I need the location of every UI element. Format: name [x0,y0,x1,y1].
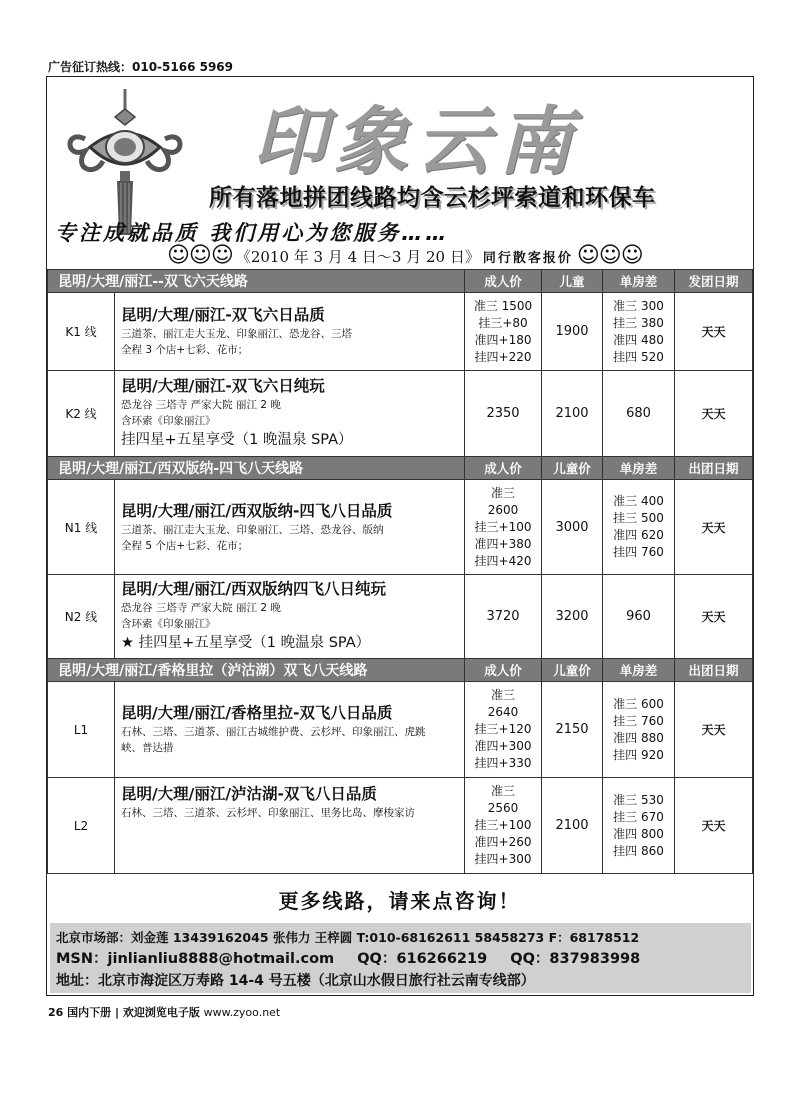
col-header: 成人价 [465,659,542,682]
col-header: 成人价 [465,457,542,480]
col-header: 发团日期 [675,270,753,293]
price-line: 挂三 500 [613,511,664,525]
route-description [115,575,465,659]
route-detail: 三道茶、丽江走大玉龙、印象丽江、恐龙谷、三塔 [121,328,352,340]
price-line: 挂三 670 [613,809,664,824]
price-line: 准四 480 [613,332,664,347]
route-detail: 含环索《印象丽江》 [121,415,216,427]
price-line: 准三 [491,688,516,702]
child-price: 2100 [542,778,603,874]
site-link[interactable]: www.zyoo.net [203,1006,281,1019]
price-line: 挂四+220 [474,349,532,364]
route-detail: 峡、普达措 [121,742,174,754]
price-line: 挂四+330 [474,756,532,770]
route-description [115,682,465,778]
table-row [48,371,753,457]
contact-im [56,948,745,970]
route-name: 昆明/大理/丽江/西双版纳-四飞八日品质 [121,501,393,520]
route-code: N2 线 [48,575,115,659]
route-upgrade: 挂四星+五星享受（1 晚温泉 SPA） [121,432,353,448]
single-supplement [603,480,675,575]
price-line: 挂三+80 [478,315,528,330]
ad-hotline: 广告征订热线：010-5166 5969 [48,60,234,74]
col-header: 儿童价 [542,659,603,682]
child-price: 1900 [542,293,603,371]
route-code: N1 线 [48,480,115,575]
route-detail: 石林、三塔、三道茶、丽江古城维护费、云杉坪、印象丽江、虎跳 [121,726,426,738]
route-detail: 全程 5 个店+七彩、花市； [121,539,249,552]
price-line: 挂四 520 [613,349,664,364]
route-description [115,778,465,874]
route-detail: 含环索《印象丽江》 [121,618,216,630]
child-price: 2100 [542,371,603,457]
child-price: 2150 [542,682,603,778]
route-detail: 三道茶、丽江走大玉龙、印象丽江、三塔、恐龙谷、版纳 [121,523,384,536]
table-row [48,778,753,874]
price-line: 准三 530 [613,792,664,807]
price-line: 挂四 860 [613,843,664,858]
price-line: 挂三+120 [474,722,532,736]
child-price: 3200 [542,575,603,659]
price-line: 2600 [487,502,519,517]
more-routes-banner: 更多线路，请来点咨询！ [278,889,521,913]
price-line: 挂四+420 [474,553,532,568]
price-line: 挂三+100 [474,519,532,534]
price-line: 挂三 380 [613,315,664,330]
section-title: 昆明/大理/丽江/西双版纳-四飞八天线路 [48,457,465,480]
price-line: 准三 300 [613,298,664,313]
adult-price [465,778,542,874]
table-row [48,575,753,659]
smiley-icon: ☺☺☺ [167,243,233,268]
route-name: 昆明/大理/丽江/西双版纳四飞八日纯玩 [121,580,386,598]
price-line: 挂四 920 [613,747,664,762]
col-header: 出团日期 [675,659,753,682]
route-upgrade: ★ 挂四星+五星享受（1 晚温泉 SPA） [121,635,371,651]
single-supplement: 960 [603,575,675,659]
smiley-icon: ☺☺☺ [576,243,643,268]
section-title: 昆明/大理/丽江--双飞六天线路 [48,270,465,293]
adult-price [465,480,542,575]
route-code: L2 [48,778,115,874]
route-name: 昆明/大理/丽江-双飞六日品质 [121,306,325,324]
single-supplement [603,778,675,874]
section-header [48,457,753,480]
price-line: 2640 [487,705,519,719]
routes-table [47,269,753,874]
date-line [167,245,757,267]
price-line: 准三 600 [613,696,664,711]
contact-address: 地址：北京市海淀区万寿路 14-4 号五楼（北京山水假日旅行社云南专线部） [56,973,535,989]
price-line: 准四 800 [613,826,664,841]
col-header: 出团日期 [675,457,753,480]
col-header: 儿童 [542,270,603,293]
route-description [115,371,465,457]
price-line: 挂四 760 [613,545,664,559]
price-line: 准四+180 [474,332,532,347]
route-detail: 全程 3 个店+七彩、花市； [121,344,249,356]
adult-price [465,293,542,371]
single-supplement: 680 [603,371,675,457]
route-description [115,480,465,575]
route-name: 昆明/大理/丽江-双飞六日纯玩 [121,377,325,395]
single-supplement [603,293,675,371]
table-row [48,293,753,371]
price-line: 准四+260 [474,835,532,849]
departure-days: 天天 [675,575,753,659]
route-detail: 恐龙谷 三塔寺 严家大院 丽江 2 晚 [121,399,281,411]
departure-days: 天天 [675,480,753,575]
departure-days: 天天 [675,682,753,778]
section-header [48,270,753,293]
contact-box [50,923,751,993]
adult-price [465,682,542,778]
child-price: 3000 [542,480,603,575]
route-code: K2 线 [48,371,115,457]
route-name: 昆明/大理/丽江/泸沽湖-双飞八日品质 [121,785,377,803]
departure-days: 天天 [675,371,753,457]
col-header: 单房差 [603,659,675,682]
route-detail: 石林、三塔、三道茶、云杉坪、印象丽江、里务比岛、摩梭家访 [121,807,415,819]
contact-qq[interactable]: QQ：837983998 [510,951,641,967]
table-row [48,682,753,778]
col-header: 成人价 [465,270,542,293]
price-line: 准三 400 [613,494,664,508]
price-line: 准四 620 [613,528,664,542]
page-footer [48,1004,280,1020]
price-line: 2560 [487,801,519,815]
price-line: 准三 [491,485,516,500]
price-line: 挂四+300 [474,852,532,866]
route-detail: 恐龙谷 三塔寺 严家大院 丽江 2 晚 [121,602,281,614]
service-motto: 专注成就品质 我们用心为您服务…… [55,221,450,245]
price-line: 准四 880 [613,730,664,745]
departure-days: 天天 [675,293,753,371]
col-header: 单房差 [603,457,675,480]
contact-qq[interactable]: QQ：616266219 [357,951,488,967]
route-code: K1 线 [48,293,115,371]
price-line: 准三 1500 [473,298,533,313]
section-header [48,659,753,682]
page-title: 印象云南 [252,99,580,185]
subtitle-banner: 所有落地拼团线路均含云杉坪索道和环保车 [209,185,656,211]
price-line: 准四+300 [474,739,532,753]
table-row [48,480,753,575]
single-supplement [603,682,675,778]
route-name: 昆明/大理/丽江/香格里拉-双飞八日品质 [121,704,393,722]
date-range: 《2010 年 3 月 4 日～3 月 20 日》 [235,247,480,266]
col-header: 单房差 [603,270,675,293]
departure-days: 天天 [675,778,753,874]
route-code: L1 [48,682,115,778]
price-line: 挂三+100 [474,818,532,832]
page-label: 26 国内下册 | 欢迎浏览电子版 [48,1006,200,1019]
adult-price: 2350 [465,371,542,457]
section-title: 昆明/大理/丽江/香格里拉（泸沽湖）双飞八天线路 [48,659,465,682]
contact-sales: 北京市场部：刘金莲 13439162045 张伟力 王梓圆 T:010-68162611 58458273 F：68178512 [56,930,640,945]
price-line: 挂三 760 [613,713,664,728]
col-header: 儿童价 [542,457,603,480]
contact-msn[interactable]: MSN：jinlianliu8888@hotmail.com [56,951,335,967]
price-line: 准四+380 [474,536,532,551]
route-description [115,293,465,371]
advert-frame [46,76,754,996]
price-note: 同行散客报价 [482,250,573,266]
price-line: 准三 [491,784,516,798]
adult-price: 3720 [465,575,542,659]
